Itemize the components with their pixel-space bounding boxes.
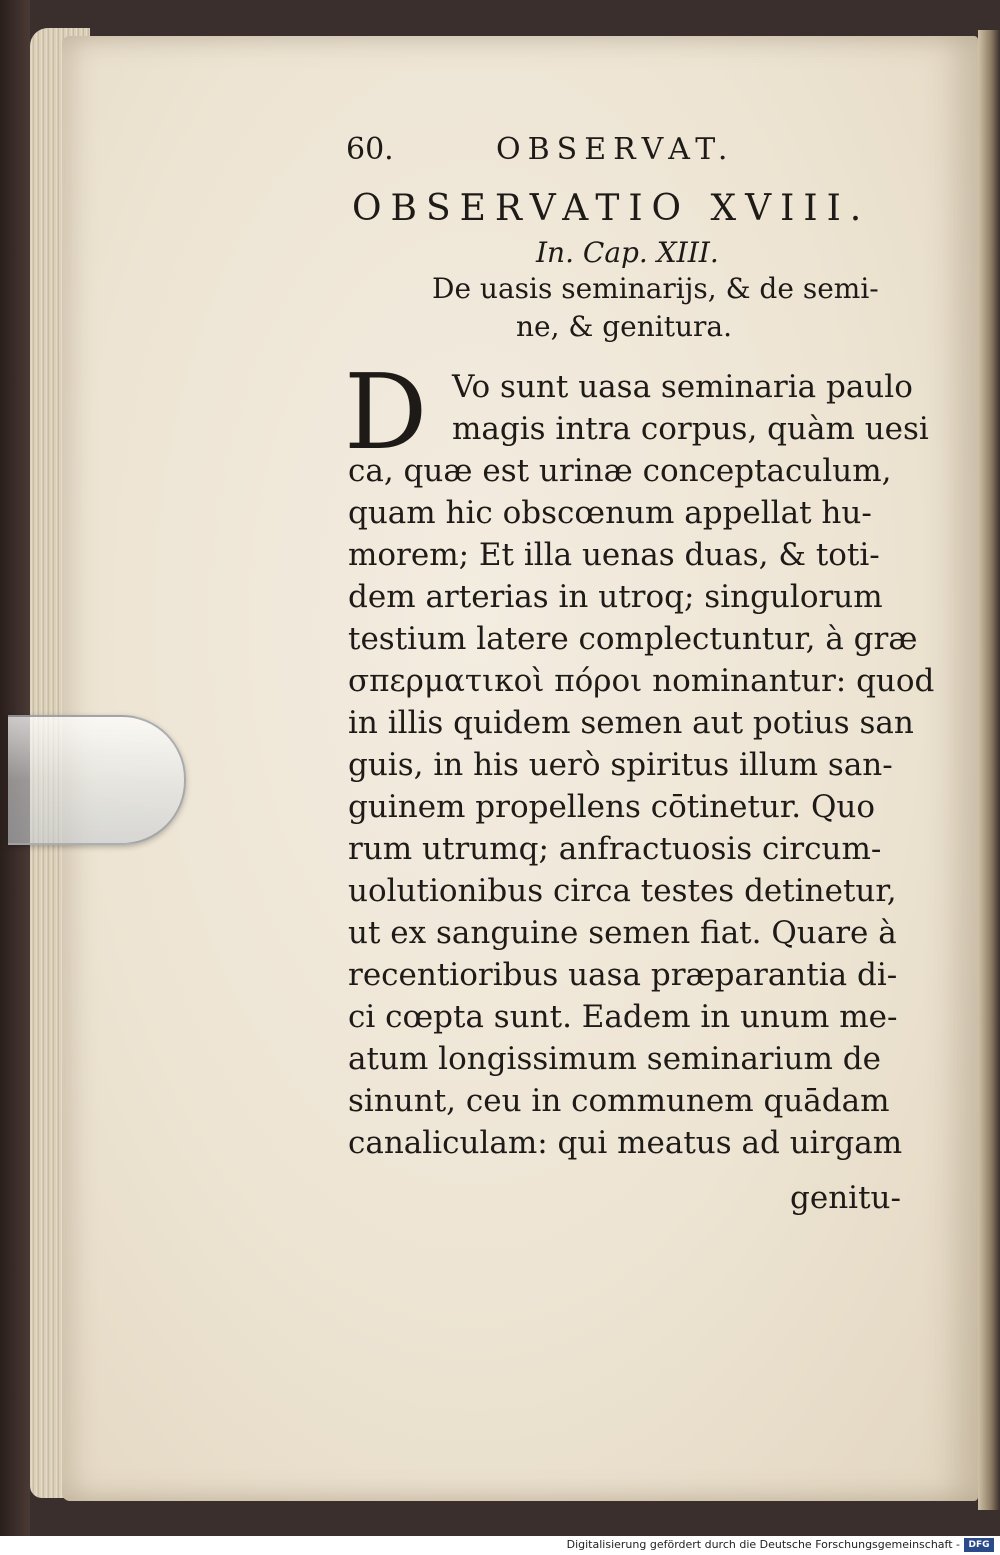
body-line: uolutionibus circa testes detinetur, (348, 873, 897, 909)
body-line: guis, in his uerò spiritus illum san- (348, 747, 893, 783)
body-line: atum longissimum seminarium de (348, 1041, 881, 1077)
footer-bar (0, 1536, 1000, 1555)
body-line: guinem propellens cōtinetur. Quo (348, 789, 875, 825)
chapter-title: OBSERVATIO XVIII. (352, 188, 871, 229)
body-line: Vo sunt uasa seminaria paulo (452, 369, 913, 405)
body-line: ut ex sanguine semen fiat. Quare à (348, 915, 897, 951)
page-clip (8, 715, 186, 845)
body-line: recentioribus uasa præparantia di- (348, 957, 898, 993)
body-line: ci cœpta sunt. Eadem in unum me- (348, 999, 898, 1035)
body-line: magis intra corpus, quàm uesi (452, 411, 929, 447)
page-right-edge (978, 30, 1000, 1510)
body-line: ca, quæ est urinæ conceptaculum, (348, 453, 892, 489)
body-line: canaliculam: qui meatus ad uirgam (348, 1125, 903, 1161)
body-line: rum utrumq; anfractuosis circum- (348, 831, 882, 867)
catchword: genitu- (790, 1180, 901, 1216)
footer-credit: Digitalisierung gefördert durch die Deutsche Forschungsgemeinschaft - (566, 1538, 960, 1551)
body-line: testium latere complectuntur, à græ (348, 621, 918, 657)
section-subtitle-line-2: ne, & genitura. (516, 310, 732, 343)
body-line: morem; Et illa uenas duas, & toti- (348, 537, 880, 573)
body-line: quam hic obscœnum appellat hu- (348, 495, 872, 531)
body-line: σπερματικοὶ πόροι nominantur: quod (348, 663, 935, 699)
chapter-reference: In. Cap. XIII. (536, 236, 719, 269)
section-subtitle-line-1: De uasis seminarijs, & de semi- (432, 272, 879, 305)
drop-capital: D (344, 351, 428, 473)
dfg-logo: DFG (964, 1538, 994, 1552)
page-number: 60. (346, 132, 394, 167)
body-line: dem arterias in utroq; singulorum (348, 579, 883, 615)
body-line: in illis quidem semen aut potius san (348, 705, 914, 741)
body-line: sinunt, ceu in communem quādam (348, 1083, 890, 1119)
running-head: OBSERVAT. (496, 132, 735, 167)
page-header (346, 132, 816, 172)
